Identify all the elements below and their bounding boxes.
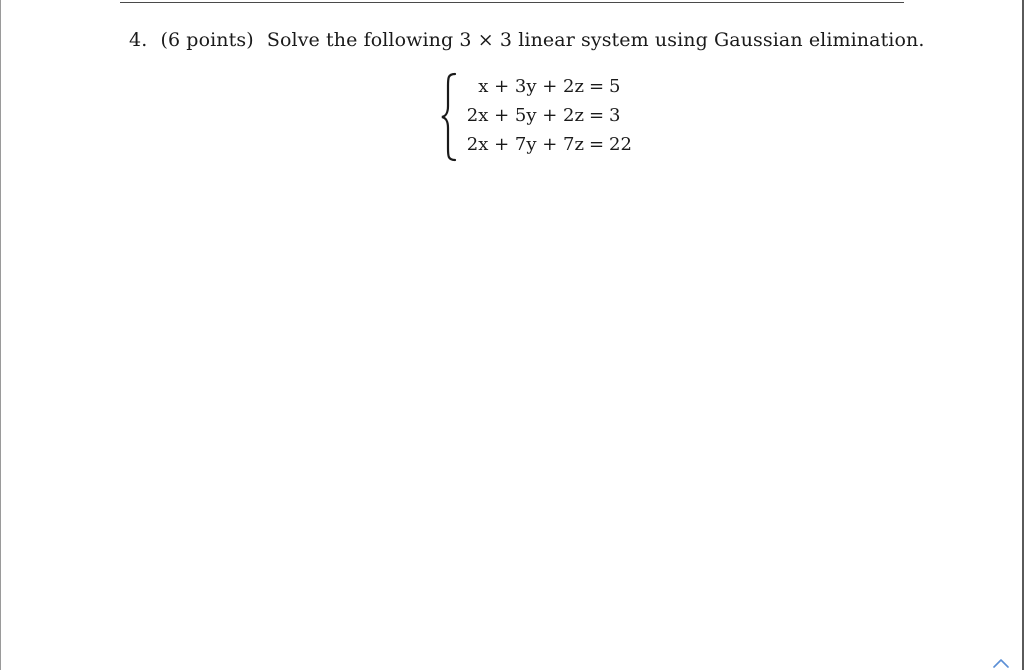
problem-points: (6 points) [160, 29, 254, 51]
equation-rhs: 3 [609, 105, 621, 126]
equation-lhs: x + 3y + 2z [478, 76, 584, 97]
equation-row [461, 130, 632, 159]
top-rule [120, 2, 904, 3]
equals-sign: = [588, 134, 605, 155]
problem-number: 4. [129, 29, 148, 51]
linear-system [440, 72, 640, 162]
equation-row [461, 101, 632, 130]
equals-sign: = [588, 76, 605, 97]
left-brace [440, 72, 460, 162]
equation-lhs: 2x + 5y + 2z [466, 105, 584, 126]
equals-sign: = [588, 105, 605, 126]
equation-rhs: 5 [609, 76, 621, 97]
page-left-edge [0, 0, 1, 670]
equation-list [461, 72, 632, 159]
problem-statement [129, 29, 925, 51]
equation-row [461, 72, 632, 101]
equation-lhs: 2x + 7y + 7z [466, 134, 584, 155]
problem-text: Solve the following 3 × 3 linear system using Gaussian elimination. [266, 29, 925, 51]
chevron-up-icon[interactable] [992, 658, 1010, 668]
equation-rhs: 22 [609, 134, 632, 155]
